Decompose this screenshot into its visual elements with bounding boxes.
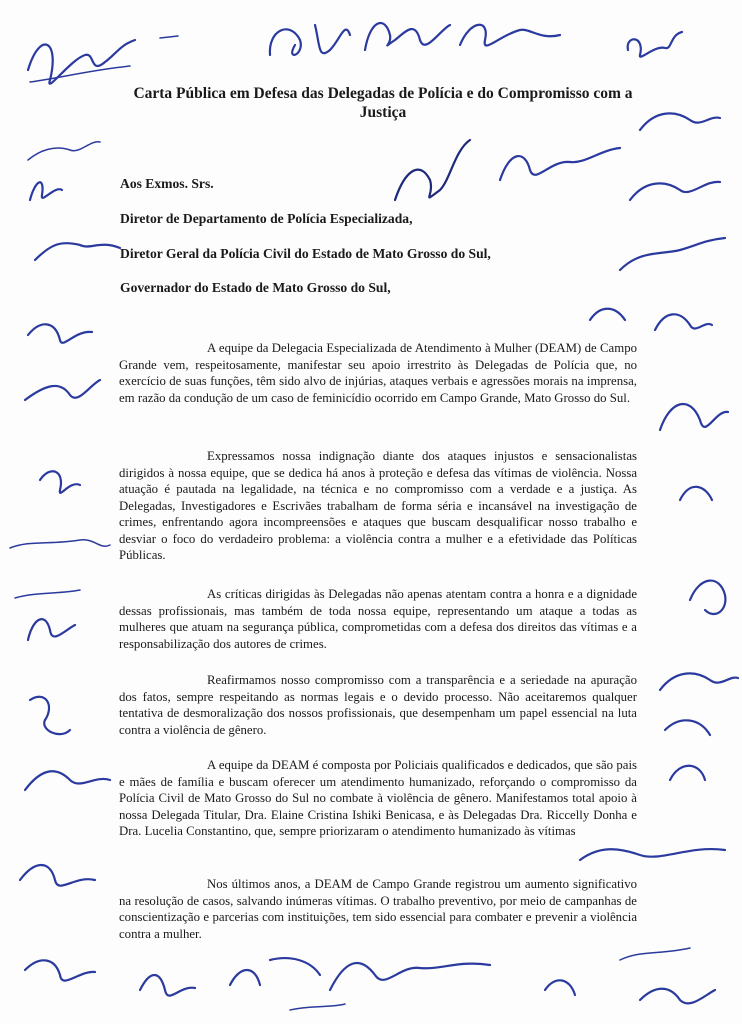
- signature-top-right: [628, 32, 682, 57]
- paragraph-4: Reafirmamos nosso compromisso com a transparência e a seriedade na apuração dos fatos, sempre respeitando as normas legais e o devido processo. Não aceitaremos qualquer tentativa de desmoralização dos nossos profissionais, que desempenham um papel essencial na luta contra a violência de gênero.: [119, 673, 637, 737]
- letter-title: Carta Pública em Defesa das Delegadas de Polícia e do Compromisso com a Justiça: [133, 85, 633, 121]
- paragraph-6: Nos últimos anos, a DEAM de Campo Grande registrou um aumento significativo na resolução de casos, salvando inúmeras vítimas. O trabalho preventivo, por meio de campanhas de conscientização e parcerias com instituições, tem sido essencial para combater e prevenir a violência contra a mulher.: [119, 877, 637, 941]
- salutation: Aos Exmos. Srs.: [120, 176, 214, 191]
- recipient-2: Diretor Geral da Polícia Civil do Estado de Mato Grosso do Sul,: [120, 246, 491, 261]
- signature-top-left: [28, 36, 178, 84]
- paragraph-5: A equipe da DEAM é composta por Policiais qualificados e dedicados, que são pais e mães de família e buscam oferecer um atendimento humanizado, reforçando o compromisso da Polícia Civil de Mato Grosso do Sul no combate à violência de gênero. Manifestamos total apoio à nossa Delegada Titular, Dra. Elaine Cristina Ishiki Benicasa, e às Delegadas Dra. Riccelly Donha e Dra. Lucelia Constantino, que, sempre priorizaram o atendimento humanizado às vítimas: [119, 758, 637, 838]
- signature-top-center: [270, 23, 560, 55]
- recipient-1: Diretor de Departamento de Polícia Especializada,: [120, 211, 413, 226]
- recipient-3: Governador do Estado de Mato Grosso do Sul,: [120, 280, 391, 295]
- paragraph-3: As críticas dirigidas às Delegadas não apenas atentam contra a honra e a dignidade dessas profissionais, mas também de toda nossa equipe, representando um ataque a todas as mulheres que atuam na segurança pública, comprometidas com a defesa dos direitos das vítimas e a responsabilização dos autores de crimes.: [119, 587, 637, 651]
- paragraph-1: A equipe da Delegacia Especializada de Atendimento à Mulher (DEAM) de Campo Grande vem, respeitosamente, manifestar seu apoio irrestrito às Delegadas de Polícia que, no exercício de suas funções, têm sido alvo de injúrias, ataques verbais e agressões morais na imprensa, em razão da condução de um caso de feminicídio ocorrido em Campo Grande, Mato Grosso do Sul.: [119, 341, 637, 405]
- paragraph-2: Expressamos nossa indignação diante dos ataques injustos e sensacionalistas dirigidos à nossa equipe, que se dedica há anos à proteção e defesa das vítimas de violência. Nossa atuação é pautada na legalidade, na técnica e no compromisso com a verdade e a justiça. As Delegadas, Investigadores e Escrivães trabalham de forma séria e incansável na investigação de crimes, enfrentando agora incompreensões e ataques que buscam desqualificar nosso trabalho e desviar o foco do verdadeiro problema: a violência contra a mulher e a efetividade das Políticas Públicas.: [119, 449, 637, 562]
- signature-bottom-row: [140, 958, 575, 1010]
- signature-left-1: [10, 142, 120, 981]
- signature-center-overlay: [395, 140, 620, 200]
